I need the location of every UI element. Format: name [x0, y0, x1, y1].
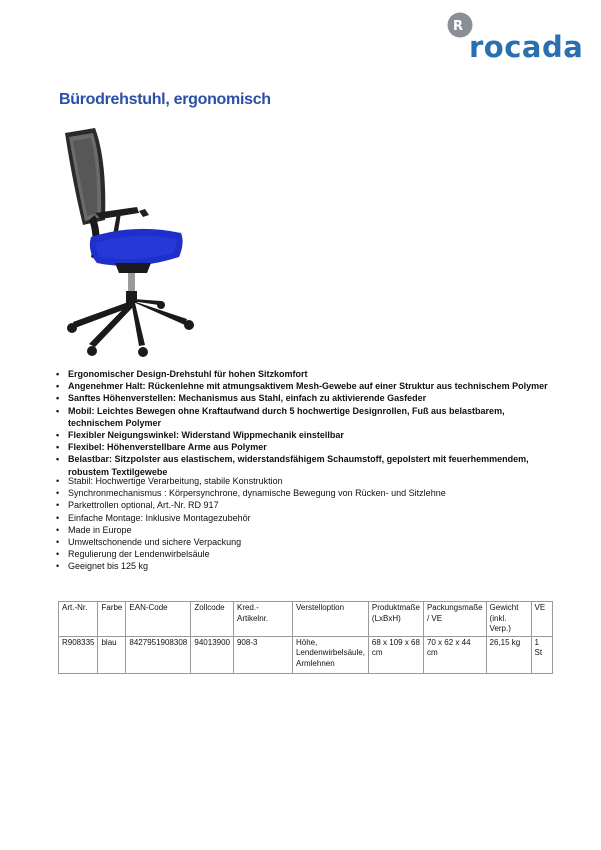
cell-farbe: blau [98, 636, 126, 673]
list-item [56, 429, 556, 441]
feature-text: Belastbar: Sitzpolster aus elastischem, widerstandsfähigem Schaumstoff, gepolstert mit feuerhemmendem, robustem Textilgewebe [68, 454, 529, 477]
feature-text: Mobil: Leichtes Bewegen ohne Kraftaufwand durch 5 hochwertige Designrollen, Fuß aus belastbarem, technischem Polymer [68, 405, 505, 428]
header-art-nr: Art.-Nr. [59, 602, 98, 637]
list-item [56, 475, 556, 487]
bullet-icon: • [56, 561, 60, 572]
header-verstelloption: Verstelloption [292, 602, 368, 637]
header-gewicht: Gewicht (inkl. Verp.) [486, 602, 531, 637]
list-item [56, 487, 556, 499]
page-title: Bürodrehstuhl, ergonomisch [59, 91, 271, 108]
feature-text: Flexibler Neigungswinkel: Widerstand Wippmechanik einstellbar [68, 430, 344, 441]
svg-text:R: R [453, 19, 464, 34]
features-bold-list [56, 368, 556, 478]
feature-text: Parkettrollen optional, Art.-Nr. RD 917 [68, 500, 219, 511]
spec-table [58, 601, 553, 674]
header-produktmasse: Produktmaße (LxBxH) [368, 602, 423, 637]
bullet-icon: • [56, 549, 60, 560]
list-item [56, 380, 556, 392]
bullet-icon: • [56, 537, 60, 548]
table-header-row [59, 602, 553, 637]
list-item [56, 499, 556, 511]
brand-name: rocada [469, 30, 584, 64]
feature-text: Stabil: Hochwertige Verarbeitung, stabile Konstruktion [68, 476, 283, 486]
cell-art-nr: R908335 [59, 636, 98, 673]
bullet-icon: • [56, 500, 60, 511]
header-packungsmasse: Packungsmaße / VE [423, 602, 486, 637]
bullet-icon: • [56, 454, 60, 465]
cell-ve: 1 St [531, 636, 552, 673]
bullet-icon: • [56, 405, 60, 416]
list-item [56, 405, 556, 429]
header-kred-artikelnr: Kred.-Artikelnr. [233, 602, 292, 637]
feature-text: Angenehmer Halt: Rückenlehne mit atmungsaktivem Mesh-Gewebe auf einer Struktur aus technischem Polymer [68, 381, 548, 392]
feature-text: Flexibel: Höhenverstellbare Arme aus Polymer [68, 442, 267, 453]
cell-produktmasse: 68 x 109 x 68 cm [368, 636, 423, 673]
list-item [56, 560, 556, 572]
cell-ean: 8427951908308 [126, 636, 191, 673]
cell-packungsmasse: 70 x 62 x 44 cm [423, 636, 486, 673]
header-farbe: Farbe [98, 602, 126, 637]
list-item [56, 392, 556, 404]
bullet-icon: • [56, 488, 60, 499]
bullet-icon: • [56, 476, 60, 486]
bullet-icon: • [56, 381, 60, 392]
feature-text: Ergonomischer Design-Drehstuhl für hohen Sitzkomfort [68, 369, 308, 379]
feature-text: Regulierung der Lendenwirbelsäule [68, 549, 210, 560]
list-item [56, 512, 556, 524]
bullet-icon: • [56, 393, 60, 404]
header-zollcode: Zollcode [191, 602, 234, 637]
cell-verstelloption: Höhe, Lendenwirbelsäule, Armlehnen [292, 636, 368, 673]
feature-text: Umweltschonende und sichere Verpackung [68, 537, 242, 548]
bullet-icon: • [56, 442, 60, 453]
list-item [56, 368, 556, 380]
feature-text: Einfache Montage: Inklusive Montagezubehör [68, 512, 251, 523]
cell-gewicht: 26,15 kg [486, 636, 531, 673]
feature-text: Sanftes Höhenverstellen: Mechanismus aus Stahl, einfach zu aktivierende Gasfeder [68, 393, 427, 404]
feature-text: Synchronmechanismus : Körpersynchrone, dynamische Bewegung von Rücken- und Sitzlehne [68, 488, 446, 499]
feature-text: Made in Europe [68, 524, 132, 535]
bullet-icon: • [56, 524, 60, 535]
office-chair-image [55, 125, 210, 360]
header-ve: VE [531, 602, 552, 637]
list-item [56, 441, 556, 453]
bullet-icon: • [56, 430, 60, 441]
bullet-icon: • [56, 369, 60, 379]
list-item [56, 548, 556, 560]
bullet-icon: • [56, 512, 60, 523]
rocada-logo [447, 12, 584, 64]
cell-kred-artikelnr: 908-3 [233, 636, 292, 673]
cell-zollcode: 94013900 [191, 636, 234, 673]
features-normal-list [56, 475, 556, 573]
feature-text: Geeignet bis 125 kg [68, 561, 149, 572]
list-item [56, 536, 556, 548]
list-item [56, 524, 556, 536]
table-row [59, 636, 553, 673]
header-ean: EAN-Code [126, 602, 191, 637]
